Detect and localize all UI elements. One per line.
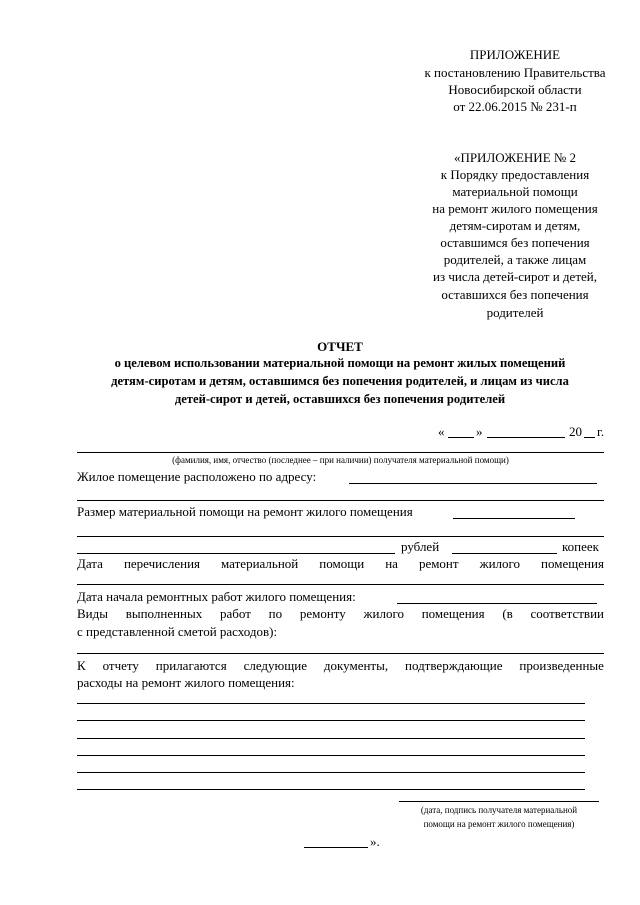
kopecks-field[interactable] <box>452 553 557 554</box>
appendix-2-line: к Порядку предоставления <box>440 167 590 182</box>
date-close-quote: » <box>476 424 483 439</box>
word: ремонту <box>299 606 346 621</box>
appendix-title: ПРИЛОЖЕНИЕ <box>469 47 561 62</box>
appendix-line-1: к постановлению Правительства <box>424 65 606 80</box>
word: ремонт <box>418 556 459 571</box>
word: отчету <box>102 658 139 673</box>
word: произведенные <box>519 658 604 673</box>
rubles-field[interactable] <box>77 553 395 554</box>
recipient-name-field[interactable] <box>77 452 604 453</box>
report-title: ОТЧЕТ <box>317 339 363 354</box>
closing-blank[interactable] <box>304 847 368 848</box>
signature-caption-line-1: (дата, подпись получателя материальной <box>420 805 578 815</box>
word: документы, <box>323 658 389 673</box>
documents-field-line[interactable] <box>77 755 585 756</box>
documents-label <box>77 659 604 672</box>
report-subtitle-line: детей-сирот и детей, оставшихся без попечения родителей <box>174 392 506 406</box>
works-label <box>77 607 604 620</box>
word: помещения <box>421 606 485 621</box>
appendix-2-line: материальной помощи <box>452 184 578 199</box>
signature-field[interactable] <box>399 801 599 802</box>
start-date-field[interactable] <box>397 603 597 604</box>
word: Дата <box>77 556 103 571</box>
word: прилагаются <box>155 658 227 673</box>
appendix-line-2: Новосибирской области <box>448 82 582 97</box>
transfer-date-label <box>77 557 604 570</box>
amount-label: Размер материальной помощи на ремонт жилого помещения <box>77 504 413 519</box>
recipient-name-caption: (фамилия, имя, отчество (последнее – при наличии) получателя материальной помощи) <box>172 455 509 465</box>
appendix-2-line: оставшимся без попечения <box>440 235 590 250</box>
appendix-2-line: на ремонт жилого помещения <box>432 201 598 216</box>
appendix-2-line: оставшихся без попечения <box>441 287 589 302</box>
word: следующие <box>243 658 307 673</box>
appendix-2-line: родителей <box>486 305 544 320</box>
appendix-2-line: из числа детей-сирот и детей, <box>433 269 597 284</box>
closing-mark: ». <box>370 834 380 849</box>
word: Виды <box>77 606 108 621</box>
word: перечисления <box>123 556 201 571</box>
word: работ <box>219 606 251 621</box>
documents-field-line[interactable] <box>77 703 585 704</box>
year-blank[interactable] <box>584 437 595 438</box>
appendix-2-line: детям-сиротам и детям, <box>449 218 581 233</box>
appendix-2-line: «ПРИЛОЖЕНИЕ № 2 <box>453 150 577 165</box>
word: подтверждающие <box>404 658 503 673</box>
signature-caption-line-2: помощи на ремонт жилого помещения) <box>423 819 575 829</box>
day-blank[interactable] <box>448 437 474 438</box>
documents-label-line-2: расходы на ремонт жилого помещения: <box>77 675 295 690</box>
report-subtitle-line: о целевом использовании материальной помощи на ремонт жилых помещений <box>114 356 566 370</box>
word: по <box>268 606 283 621</box>
month-blank[interactable] <box>487 437 565 438</box>
report-subtitle-line: детям-сиротам и детям, оставшимся без попечения родителей, и лицам из числа <box>111 374 569 388</box>
kopecks-label: копеек <box>562 539 599 554</box>
year-prefix: 20 <box>569 424 582 439</box>
date-open-quote: « <box>438 424 445 439</box>
address-label: Жилое помещение расположено по адресу: <box>77 469 317 484</box>
start-date-label: Дата начала ремонтных работ жилого помещения: <box>77 589 356 604</box>
word: соответствии <box>530 606 604 621</box>
documents-field-line[interactable] <box>77 738 585 739</box>
rubles-label: рублей <box>401 539 440 554</box>
year-suffix: г. <box>597 424 605 439</box>
appendix-line-3: от 22.06.2015 № 231-п <box>453 99 577 114</box>
documents-field-line[interactable] <box>77 772 585 773</box>
address-field-line-2[interactable] <box>77 500 604 501</box>
documents-field-line[interactable] <box>77 789 585 790</box>
word: жилого <box>479 556 521 571</box>
transfer-date-field[interactable] <box>77 584 604 585</box>
word: материальной <box>221 556 299 571</box>
word: выполненных <box>125 606 203 621</box>
word: помещения <box>541 556 604 571</box>
word: жилого <box>363 606 404 621</box>
word: (в <box>502 606 513 621</box>
amount-field[interactable] <box>453 518 575 519</box>
works-field[interactable] <box>77 653 604 654</box>
documents-field-line[interactable] <box>77 720 585 721</box>
amount-field-line-2[interactable] <box>77 536 604 537</box>
appendix-2-line: родителей, а также лицам <box>443 252 587 267</box>
address-field[interactable] <box>349 483 597 484</box>
works-label-line-2: с представленной сметой расходов): <box>77 624 278 639</box>
word: на <box>385 556 398 571</box>
word: К <box>77 658 86 673</box>
word: помощи <box>319 556 365 571</box>
